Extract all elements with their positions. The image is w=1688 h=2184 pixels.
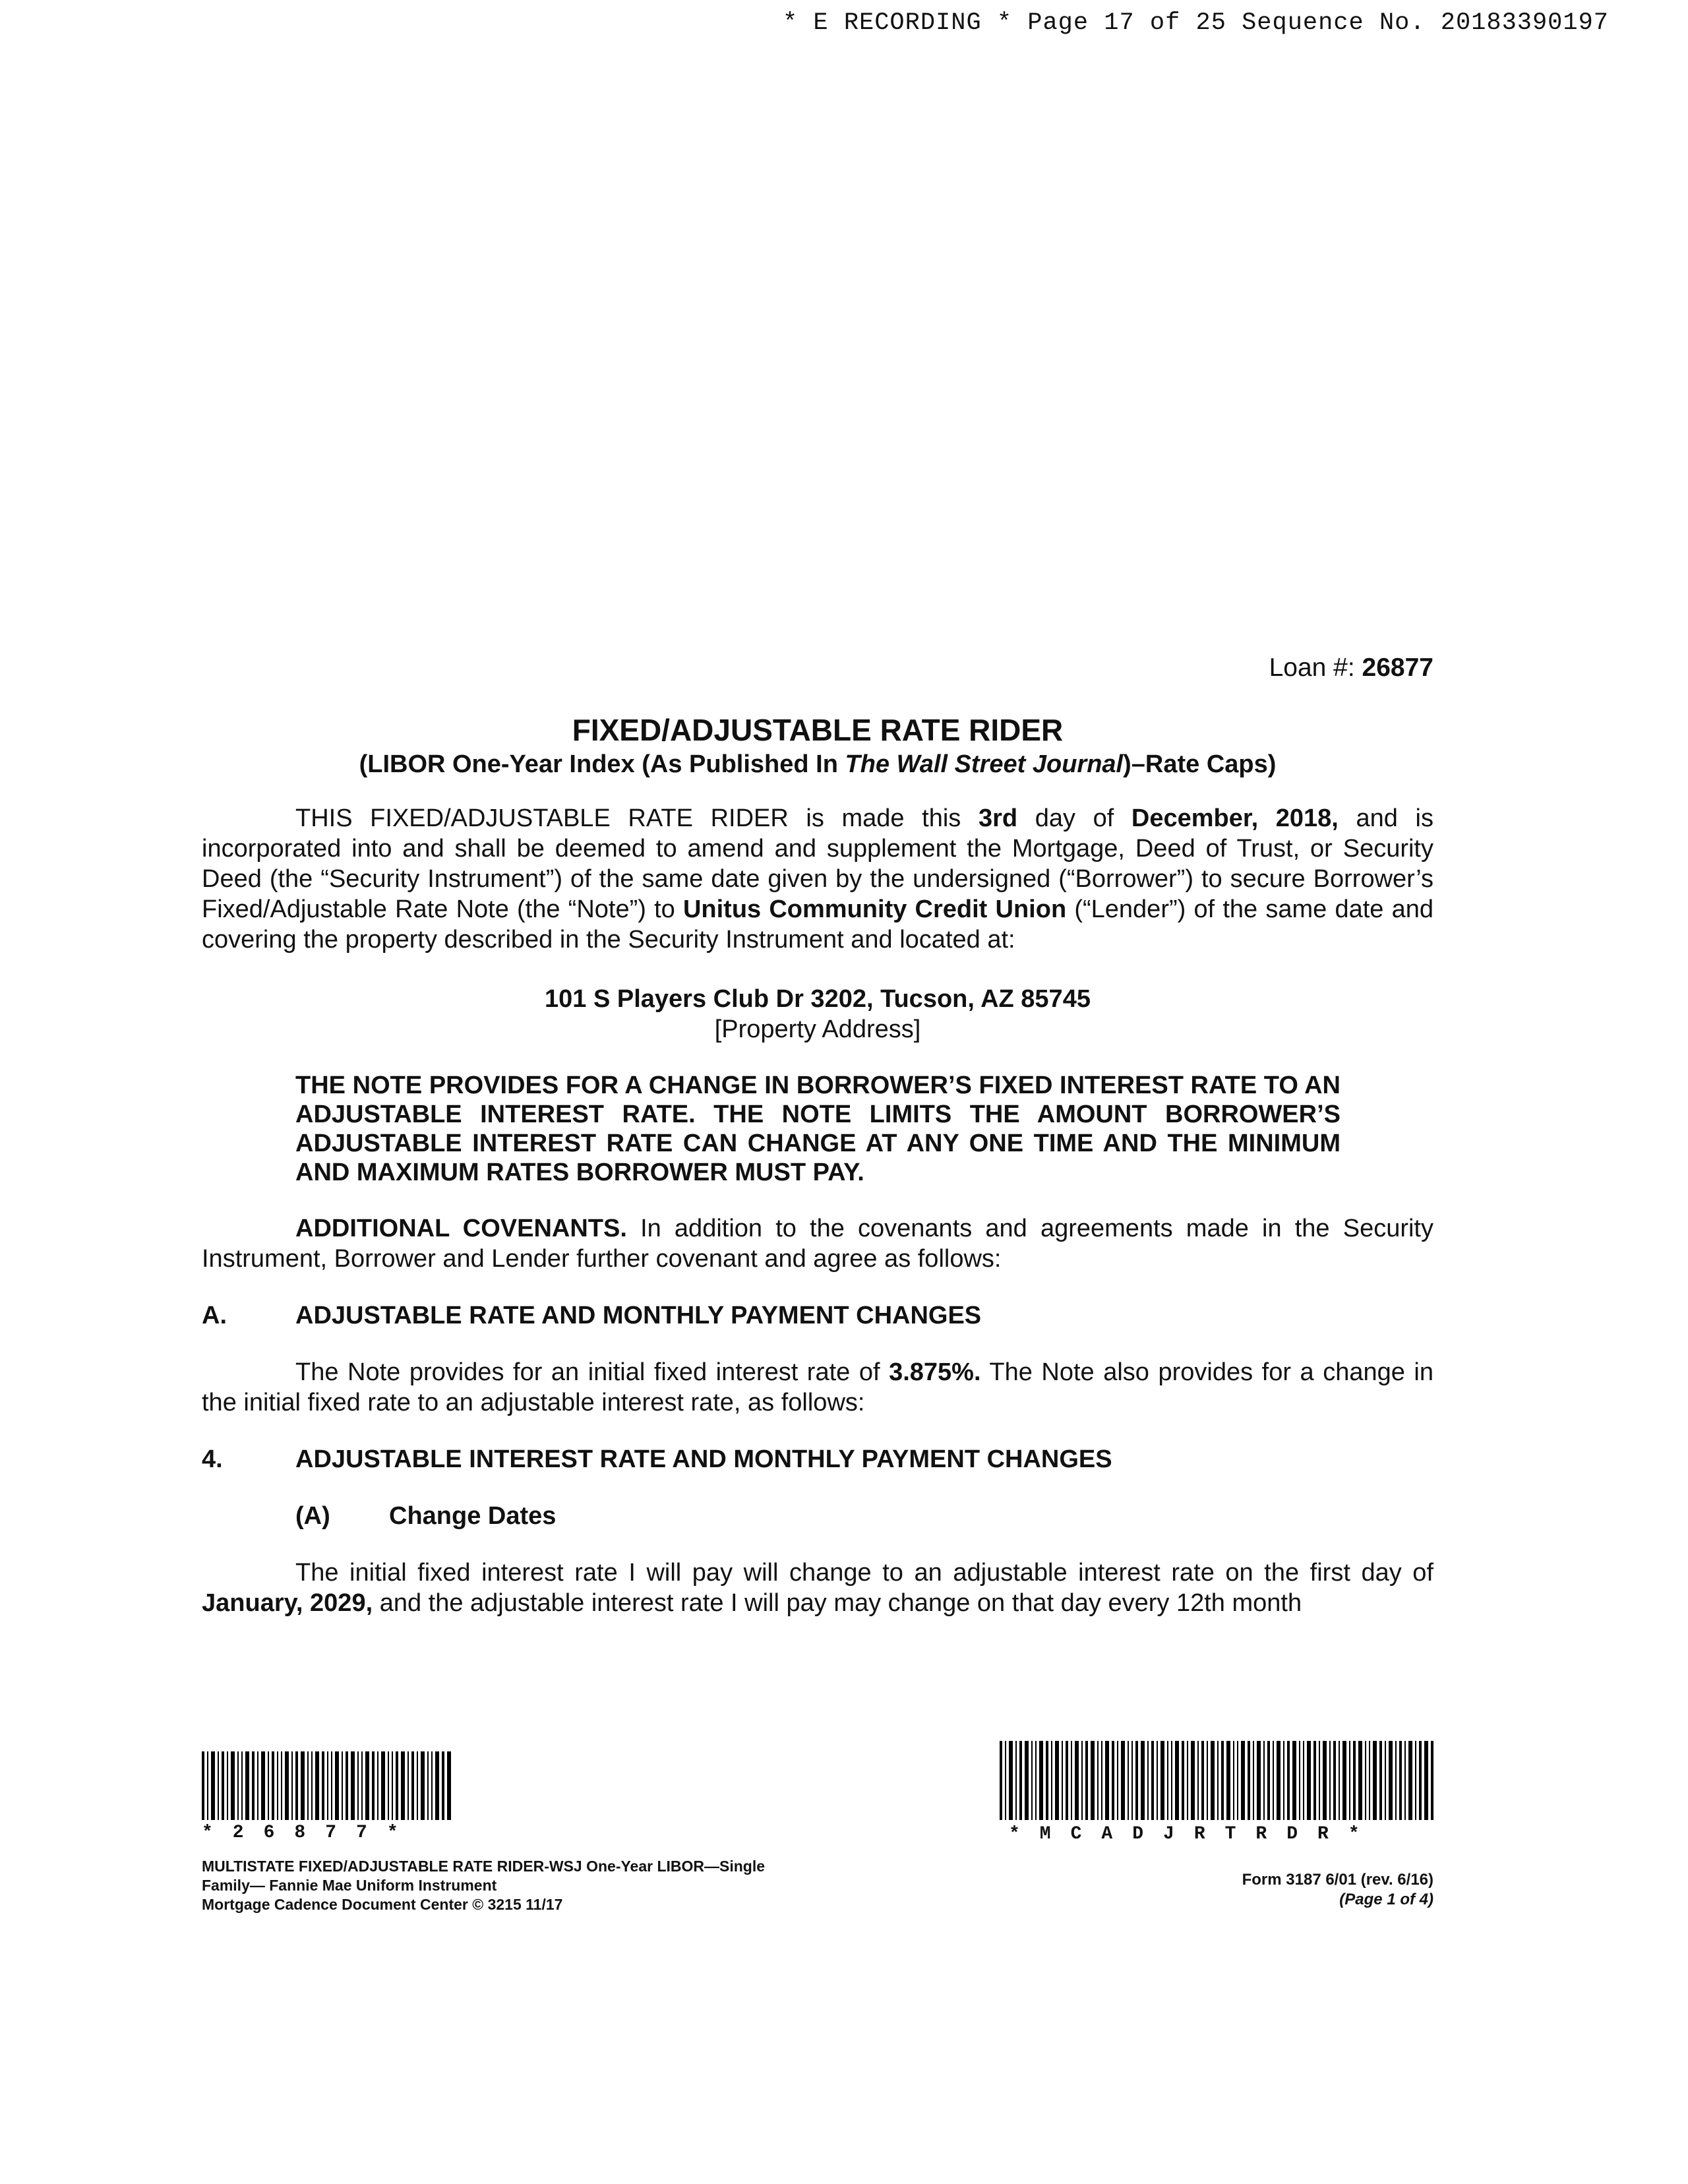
footer-left-line-1: MULTISTATE FIXED/ADJUSTABLE RATE RIDER-WSJ One-Year LIBOR—Single <box>202 1858 766 1875</box>
rider-content <box>202 653 1433 1645</box>
section-4-title: ADJUSTABLE INTEREST RATE AND MONTHLY PAYMENT CHANGES <box>295 1445 1112 1473</box>
first-change-date: January, 2029, <box>202 1589 373 1617</box>
change-dates-heading <box>295 1501 1433 1531</box>
property-address: 101 S Players Club Dr 3202, Tucson, AZ 85745 <box>545 985 1091 1013</box>
form-barcode-right-label: *MCADJRTRDR* <box>1009 1824 1379 1844</box>
intro-paragraph <box>202 803 1433 955</box>
intro-text-1: THIS FIXED/ADJUSTABLE RATE RIDER is made this <box>295 804 979 832</box>
intro-text-2: day of <box>1017 804 1131 832</box>
loan-barcode-left <box>202 1751 452 1820</box>
section-4-number: 4. <box>202 1445 223 1473</box>
loan-barcode-left-label: *26877* <box>202 1823 418 1843</box>
property-address-block <box>202 984 1433 1045</box>
additional-covenants-paragraph <box>202 1213 1433 1274</box>
subtitle-part1: (LIBOR One-Year Index (As Published In <box>359 750 845 778</box>
loan-label: Loan #: <box>1269 653 1355 682</box>
footer-left-line-2: Family— Fannie Mae Uniform Instrument <box>202 1877 497 1894</box>
covenants-text: In addition to the covenants and agreements made in the Security Instrument, Borrower and Lender further covenant and agree as follows: <box>202 1215 1433 1273</box>
section-a-number: A. <box>202 1302 227 1329</box>
intro-text-4: (“Lender”) of the same date and covering the property described in the Security Instrument and located at: <box>202 895 1433 954</box>
footer-left-line-3: Mortgage Cadence Document Center © 3215 11/17 <box>202 1896 563 1913</box>
property-address-label: [Property Address] <box>714 1016 921 1043</box>
section-a-text-1: The Note provides for an initial fixed interest rate of <box>295 1358 889 1386</box>
section-a-heading <box>202 1300 1433 1331</box>
section-a-title: ADJUSTABLE RATE AND MONTHLY PAYMENT CHANGES <box>295 1302 982 1329</box>
change-dates-text-1: The initial fixed interest rate I will pay will change to an adjustable interest rate on the first day of <box>295 1559 1433 1587</box>
change-dates-title: Change Dates <box>389 1502 557 1530</box>
footer-page-number: (Page 1 of 4) <box>1339 1891 1433 1908</box>
change-dates-text-2: and the adjustable interest rate I will pay may change on that day every 12th month <box>373 1589 1302 1617</box>
section-a-paragraph <box>202 1357 1433 1418</box>
loan-number-line <box>202 653 1433 683</box>
intro-text-3: and is incorporated into and shall be deemed to amend and supplement the Mortgage, Deed of Trust, or Security Deed (the “Security Instrument”) of the same date given by the undersigned (“Borrower”) to secure Borrower’s Fixed/Adjustable Rate Note (the “Note”) to <box>202 804 1433 923</box>
rider-day: 3rd <box>978 804 1018 832</box>
form-barcode-right <box>1000 1741 1435 1820</box>
change-dates-paragraph <box>202 1558 1433 1618</box>
rider-date: December, 2018, <box>1131 804 1339 832</box>
footer-form-title <box>202 1857 861 1914</box>
document-subtitle <box>202 749 1433 779</box>
section-4-heading <box>202 1444 1433 1474</box>
lender-name: Unitus Community Credit Union <box>682 895 1067 923</box>
footer-form-number <box>1242 1870 1433 1910</box>
covenants-heading: ADDITIONAL COVENANTS. <box>295 1215 627 1242</box>
subtitle-italic: The Wall Street Journal <box>845 750 1124 778</box>
loan-number: 26877 <box>1362 653 1433 682</box>
document-title: FIXED/ADJUSTABLE RATE RIDER <box>572 713 1064 747</box>
rate-change-notice: THE NOTE PROVIDES FOR A CHANGE IN BORROWER’S FIXED INTEREST RATE TO AN ADJUSTABLE INTEREST RATE. THE NOTE LIMITS THE AMOUNT BORROWER’S ADJUSTABLE INTEREST RATE CAN CHANGE AT ANY ONE TIME AND THE MINIMUM AND MAXIMUM RATES BORROWER MUST PAY. <box>295 1072 1341 1186</box>
subtitle-part2: )–Rate Caps) <box>1123 750 1277 778</box>
initial-rate: 3.875%. <box>889 1358 981 1386</box>
footer-form-id: Form 3187 6/01 (rev. 6/16) <box>1242 1871 1433 1889</box>
change-dates-number: (A) <box>295 1502 330 1530</box>
recording-header: * E RECORDING * Page 17 of 25 Sequence No. 20183390197 <box>783 9 1609 37</box>
section-a-text-2: The Note also provides for a change in the initial fixed rate to an adjustable interest rate, as follows: <box>202 1358 1434 1416</box>
